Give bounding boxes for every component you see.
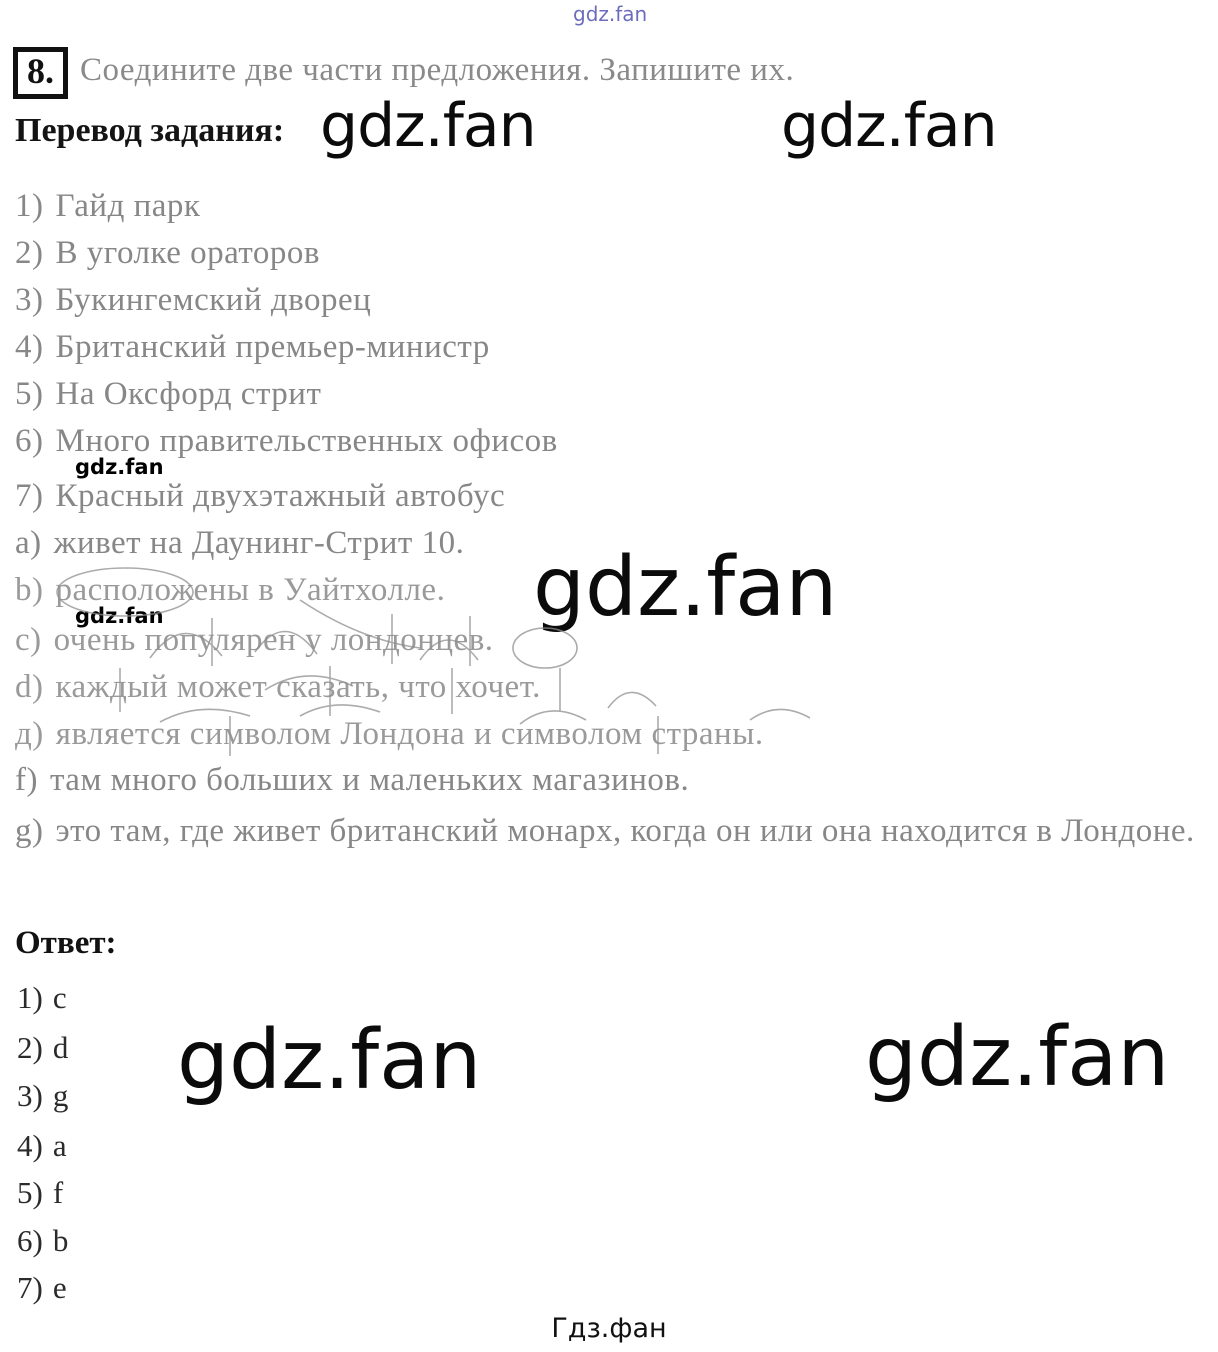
watermark-bottom-right-large: gdz.fan [865,1010,1170,1105]
answer-row-3 [17,1078,68,1114]
numbered-item-4 [15,329,490,366]
item-label: 4) [15,329,44,365]
lettered-item-a [15,525,464,562]
answer-label: 6) [17,1223,43,1258]
numbered-item-3 [15,282,371,319]
item-label: b) [15,572,44,608]
answer-value: f [52,1175,64,1210]
watermark-side-2: gdz.fan [75,604,164,628]
watermark-bottom-left-large: gdz.fan [177,1013,482,1108]
item-label: g) [15,813,44,849]
watermark-inline-1: gdz.fan [320,91,536,161]
watermark-middle-large: gdz.fan [533,540,838,635]
item-text: На Оксфорд стрит [55,376,322,412]
item-label: 3) [15,282,44,318]
answer-value: b [52,1223,69,1258]
lettered-item-f [15,762,689,799]
answer-value: a [52,1128,67,1163]
answer-value: d [52,1030,69,1065]
item-label: c) [15,622,42,658]
item-text: Букингемский дворец [55,282,372,318]
watermark-inline-2: gdz.fan [781,91,997,161]
item-label: d) [15,669,44,705]
answer-label: 4) [17,1128,43,1163]
answer-row-2 [17,1030,68,1066]
watermark-top-small: gdz.fan [573,2,648,26]
lettered-item-d [15,669,541,706]
answer-row-4 [17,1128,67,1164]
answer-label: 3) [17,1078,43,1113]
answer-label: 1) [17,980,43,1015]
item-text: там много больших и маленьких магазинов. [49,762,690,798]
answer-row-5 [17,1175,63,1211]
item-label: 7) [15,478,44,514]
item-text: живет на Даунинг-Стрит 10. [53,525,465,561]
answer-heading: Ответ: [15,925,117,961]
item-label: 2) [15,235,44,271]
item-label: 1) [15,188,44,224]
numbered-item-1 [15,188,200,225]
item-label: 5) [15,376,44,412]
item-text: является символом Лондона и символом страны. [55,716,764,752]
answer-row-7 [17,1270,67,1306]
answer-label: 7) [17,1270,43,1305]
answer-value: c [52,980,67,1015]
lettered-item-g [15,808,1205,855]
answer-value: e [52,1270,67,1305]
answer-row-6 [17,1223,68,1259]
item-text: Гайд парк [55,188,201,224]
lettered-item-dd [15,716,764,753]
watermark-side-1: gdz.fan [75,455,164,479]
item-text: Много правительственных офисов [55,423,558,459]
item-label: f) [15,762,38,798]
item-text: В уголке ораторов [55,235,320,271]
item-label: д) [15,716,44,752]
item-label: 6) [15,423,44,459]
item-text: Красный двухэтажный автобус [55,478,506,514]
footer-brand: Гдз.фан [551,1313,667,1344]
translation-heading: Перевод задания: [15,112,285,149]
numbered-item-2 [15,235,320,272]
item-text: это там, где живет британский монарх, когда он или она находится в Лондоне. [55,813,1195,849]
task-title: Соедините две части предложения. Запишите их. [80,52,795,88]
answer-label: 5) [17,1175,43,1210]
answer-value: g [52,1078,69,1113]
numbered-item-5 [15,376,321,413]
item-text: расположены в Уайтхолле. [55,572,446,608]
lettered-item-c [15,622,494,659]
item-text: каждый может сказать, что хочет. [55,669,541,705]
answer-label: 2) [17,1030,43,1065]
answer-row-1 [17,980,67,1016]
numbered-item-7 [15,478,505,515]
item-label: a) [15,525,42,561]
item-text: очень популярен у лондонцев. [53,622,494,658]
task-number-box: 8. [13,47,68,99]
item-text: Британский премьер-министр [55,329,490,365]
